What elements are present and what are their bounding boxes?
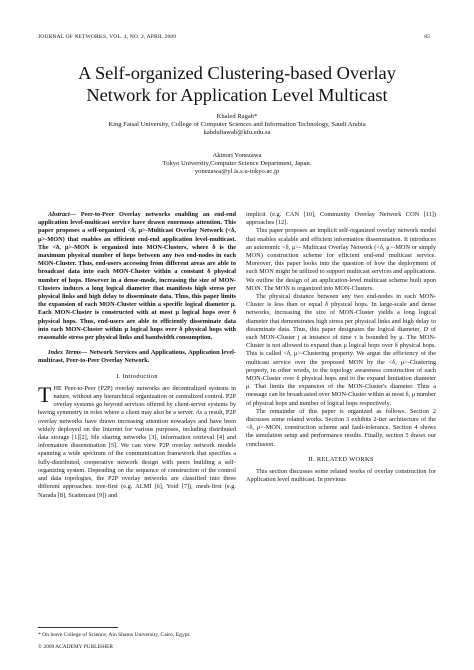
author-block-2 — [0, 152, 474, 177]
index-terms — [38, 349, 236, 365]
abstract-label: Abstract — [48, 211, 70, 218]
drop-cap: T — [38, 381, 52, 407]
intro-text: HE Peer-to-Peer (P2P) overlay networks are decentralized systems in nature, without any hierarchical organization or centralized control. P2P overlay systems go beyond services offered by client-server systems by having symmetry in roles where a client may also be a server. As a result, P2P overlay networks have drawn increasing attention nowadays and have been widely deployed on the Internet for various purposes, including distributed data storage [1][2], file sharing networks [3], information retrieval [4] and information dissemination [5]. We can view P2P overlay network models spanning a wide spectrum of the communication framework that specifies a fully-distributed, cooperative network design with peers building a self-organizing system. Depending on the sequence of construction of the control and data topologies, the P2P overlay networks are classified into three different approaches: tree-first (e.g. ALMI [6], Yoid [7]), mesh-first (e.g. Narada [8], Scattercast [9]) and — [38, 384, 236, 499]
author-email: yonezawa@yl.is.s.u-tokyo.ac.jp — [194, 168, 280, 176]
footnote: * On leave College of Science, Ain Shams University, Cairo, Egypt. — [38, 632, 191, 638]
title-line-1: A Self-organized Clustering-based Overlay — [78, 63, 396, 83]
index-terms-label: Index Terms — [48, 349, 81, 357]
intro-paragraph — [38, 381, 236, 500]
journal-name: JOURNAL OF NETWORKS, VOL. 4, NO. 2, APRIL 2009 — [38, 34, 177, 40]
paragraph-related-works: This section discusses some related works of overlay construction for Application level multicast. In previous — [246, 468, 436, 484]
publisher-footer: © 2009 ACADEMY PUBLISHER — [38, 644, 114, 650]
page-number: 85 — [424, 34, 430, 40]
paper-title — [0, 62, 474, 106]
author-name: Khaled Ragab* — [216, 113, 258, 120]
title-line-2: Network for Application Level Multicast — [86, 85, 388, 105]
paragraph-proposal: This paper proposes an implicit self-organized overlay network model that enables scalable and efficient information dissemination. It introduces an autonomic <δ, μ>- Multicast Overlay Network (<δ, μ>-MON or simply MON) construction scheme for efficient end-end multicast service. Moreover, this paper looks into the question of how the deployment of such MON might be utilized to support multicast services and applications. We outline the design of an application-level multicast scheme built upon MON. The MON is organized into MON-Clusters. — [246, 227, 436, 292]
paragraph-approaches: implicit (e.g. CAN [10], Community Overlay Network CON [11]) approaches [12]. — [246, 211, 436, 227]
paragraph-text-a: The physical distance between any two end-nodes in each MON-Cluster is less than or equal δ physical hops. In large-scale and dense networks, increasing the size of MON-Cluster yields a long logical diameter that demonstrates high stress per physical links and high delay to disseminate data. Thus, this paper designates the logical diameter, — [246, 293, 436, 333]
author-affiliation: King Faisal University, College of Computer Sciences and Information Technology, Saudi Arabia — [108, 121, 366, 129]
paragraph-text-b: of each MON-Cluster j at instance of time τ is bounded by μ. The MON-Cluster is not allowed to expand than μ logical hops over δ physical hops. This is called <δ, μ>-Clustering property. We argue the efficiency of the multicast service over the proposed MON by the <δ, μ>-Clustering property, in other words, to the topology awareness construction of each MON-Cluster over δ physical hops and to the expand limitation diameter μ. That limits the expansion of the MON-Cluster's diameter. Thus a message can be broadcasted over MON-Cluster within at most δ, μ number of physical hops and number of logical hops respectively. — [246, 325, 436, 407]
author-name: Akinori Yonezawa — [212, 152, 262, 159]
section-heading-introduction: I. Introduction — [116, 372, 158, 380]
left-column — [38, 211, 236, 500]
diameter-symbol: D — [423, 325, 429, 333]
author-affiliation: Tokyo University,Computer Science Department, Japan. — [162, 160, 312, 168]
paragraph-physical-distance — [246, 293, 436, 408]
author-block-1 — [0, 113, 474, 138]
index-terms-text: — Network Services and Applications, Application level-multicast, Peer-to-Peer Overlay Network. — [38, 349, 236, 365]
abstract — [38, 211, 236, 342]
abstract-text: — Peer-to-Peer Overlay networks enabling an end-end application level-multicast service have drawn enormous attention. This paper proposes a self-organized <δ, μ>-Multicast Overlay Network (<δ, μ>-MON) that enables an efficient end-end application level-multicast. The <δ, μ>-MON is organized into MON-Clusters, where δ is the maximum physical number of hops between any two end-nodes in each MON-Cluster. Thus, end-users accessing from different areas are able to broadcast data into each MON-Cluster within a constant δ physical number of hops. However in a dense-mode, increasing the size of MON-Clusters induces a long logical diameter that manifests high stress per physical links and high delay to disseminate data. Thus, this paper limits the expansion of each MON-Cluster within a specific logical diameter μ. Each MON-Cluster is constructed with at most μ logical hops over δ physical hops. Thus, end-users are able to efficiently disseminate data into each MON-Cluster within μ logical hops over δ physical hops with reasonable stress per physical links and bandwidth consumption. — [38, 211, 236, 342]
author-email: kabdultawab@kfu.edu.sa — [203, 129, 271, 137]
paragraph-organization: The remainder of this paper is organized as follows. Section 2 discusses some related works. Section 3 exhibits 2-tier architecture of the <δ, μ>-MON, construction scheme and fault-tolerance. Section 4 shows the simulation setup and performance results. Finally, section 5 draws our conclusion. — [246, 407, 436, 448]
right-column — [246, 211, 436, 485]
footnote-rule — [38, 627, 118, 628]
section-heading-related-works: II. RELATED WORKS — [308, 455, 374, 463]
running-header — [38, 34, 430, 40]
